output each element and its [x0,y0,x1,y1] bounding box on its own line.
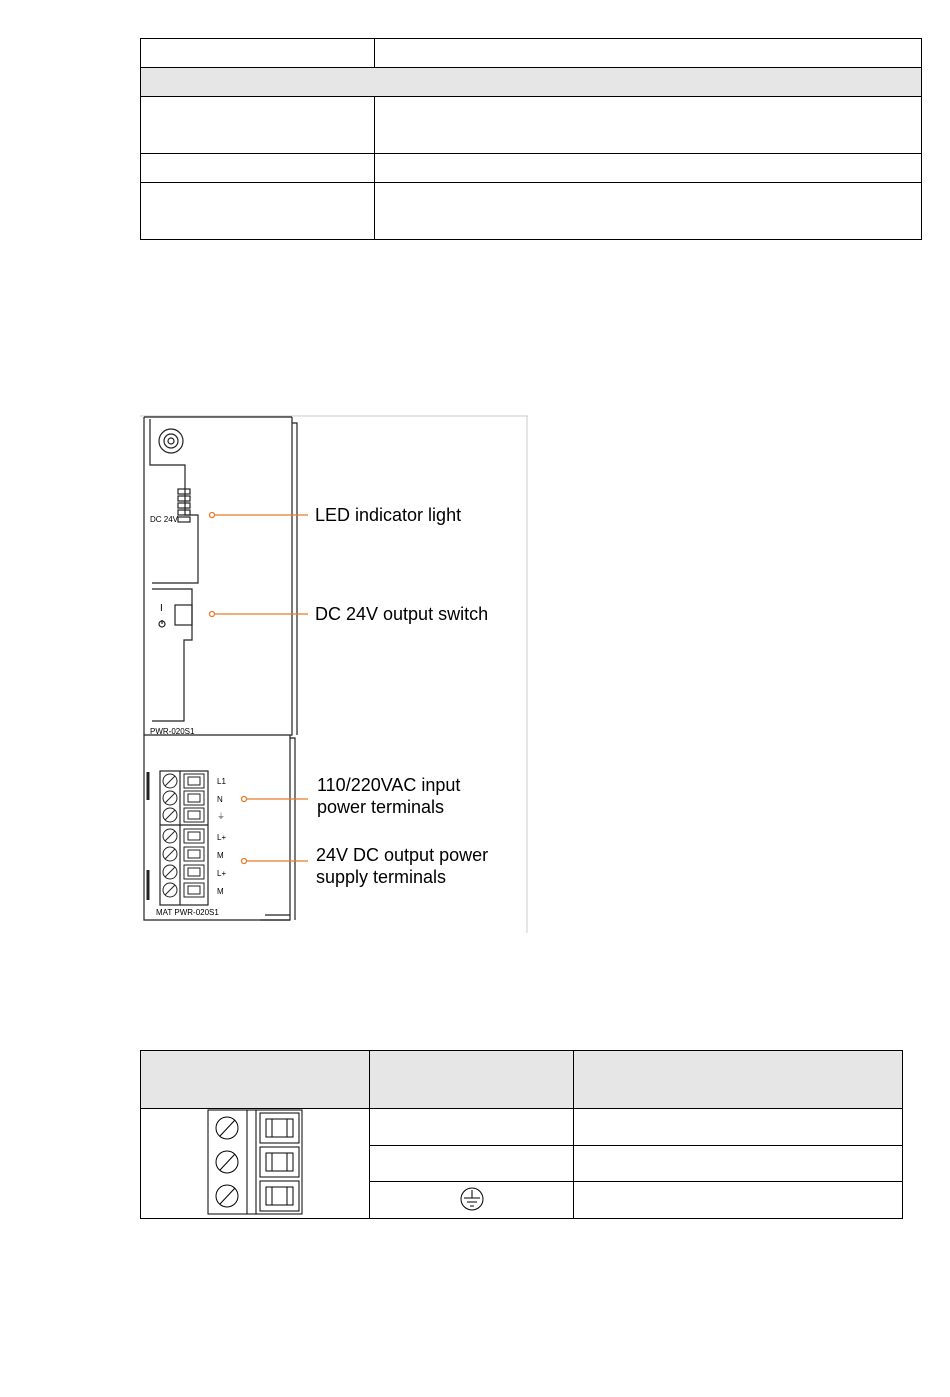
table-cell [574,1182,903,1219]
table-header-row [141,1051,903,1109]
table-row [141,154,922,183]
leader-dot-ac-input [242,797,247,802]
terminal-label: L1 [217,777,226,786]
table-cell [375,97,922,154]
terminal-definition-table [140,1050,903,1219]
table-cell [370,1182,574,1219]
callout-output-switch: DC 24V output switch [315,604,489,624]
model-label-top: PWR-020S1 [150,727,195,736]
table-cell [375,183,922,240]
callout-dc-output-terminals: 24V DC output power supply terminals [316,845,489,887]
callout-led-indicator: LED indicator light [315,505,462,525]
table-row [141,1109,903,1146]
table-cell [375,39,922,68]
table-cell [141,68,922,97]
table-row [141,183,922,240]
specification-table [140,38,922,240]
terminal-label: M [217,887,224,896]
protective-earth-icon [459,1186,485,1212]
leader-dot-dc-output [242,859,247,864]
power-module-figure [140,415,528,933]
terminal-label: L+ [217,869,227,878]
leader-dot-switch [210,612,215,617]
table-cell [574,1145,903,1182]
table-header-cell [141,1051,370,1109]
table-cell [141,97,375,154]
terminal-label: N [217,795,223,804]
table-row [141,97,922,154]
table-cell [375,154,922,183]
on-mark: I [160,603,163,614]
table-cell [370,1145,574,1182]
model-label-bottom: MAT PWR-020S1 [156,908,219,917]
table-cell [141,154,375,183]
table-cell [574,1109,903,1146]
terminal-label: ⏚ [217,812,225,821]
table-cell [141,183,375,240]
leader-dot-led [210,513,215,518]
terminal-block-image-cell [141,1109,370,1219]
terminal-label: M [217,851,224,860]
table-header-cell [370,1051,574,1109]
table-row [141,39,922,68]
table-cell [370,1109,574,1146]
table-section-header-row [141,68,922,97]
terminal-block-icon [207,1109,303,1215]
table-cell [141,39,375,68]
terminal-label: L+ [217,833,227,842]
callout-ac-input-terminals: 110/220VAC input power terminals [317,775,461,817]
table-header-cell [574,1051,903,1109]
module-label: DC 24V [150,515,179,524]
